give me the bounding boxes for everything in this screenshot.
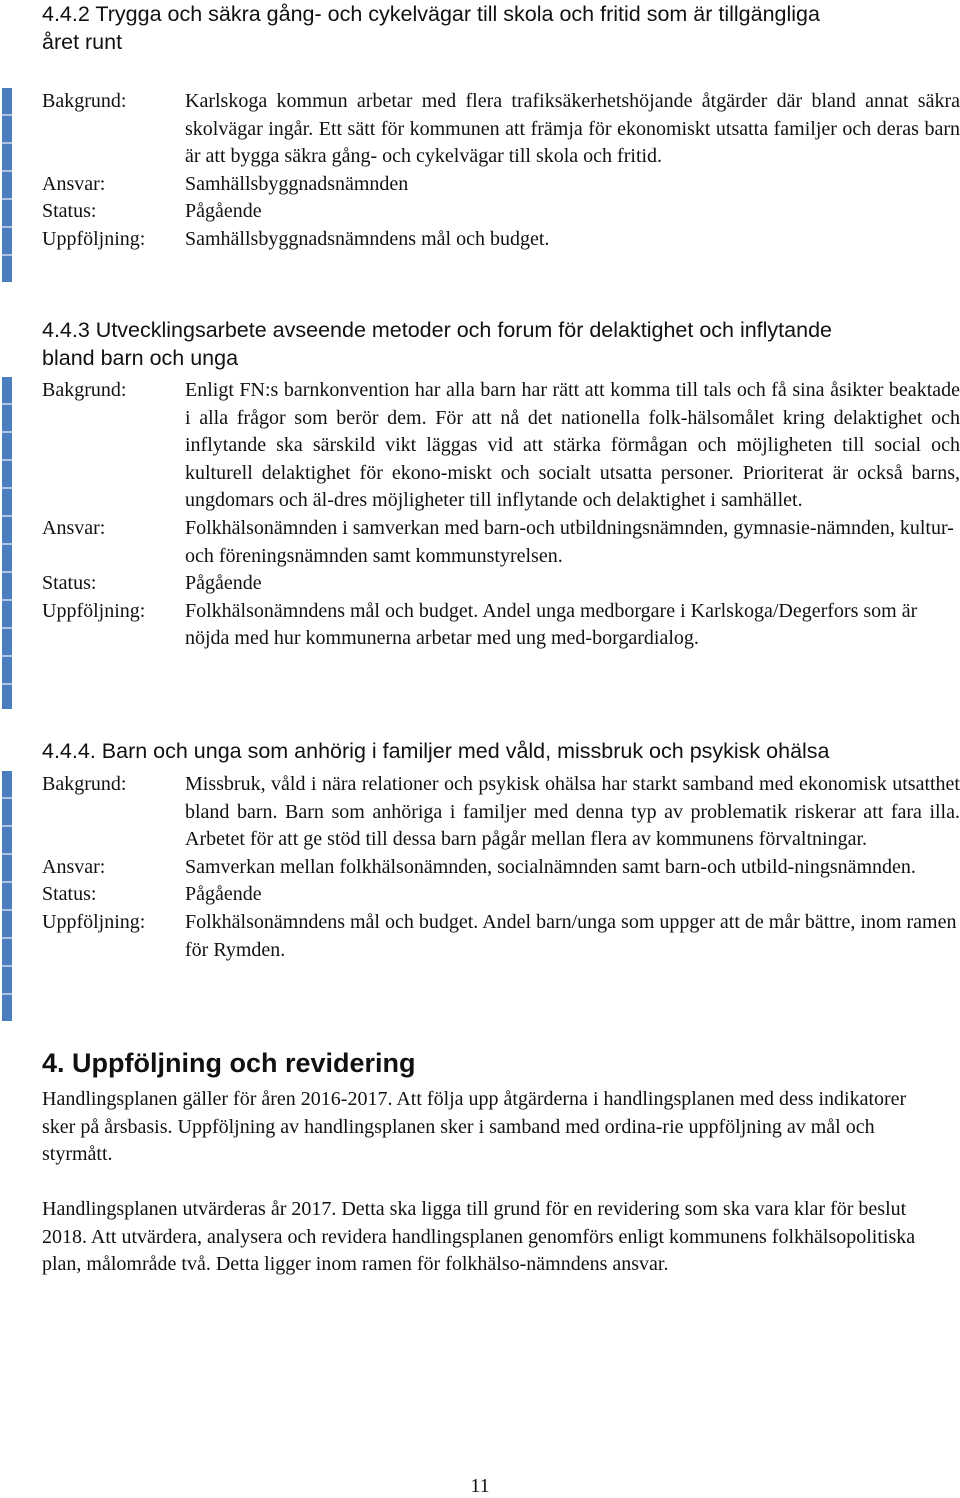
heading-line: 4.4.4. Barn och unga som anhörig i familjer med våld, missbruk och psykisk ohälsa	[42, 739, 830, 763]
section-heading-4-4-3	[42, 316, 952, 372]
bakgrund-row	[0, 771, 960, 854]
heading-line: 4.4.2 Trygga och säkra gång- och cykelvägar till skola och fritid som är tillgängliga	[42, 2, 820, 26]
heading-line: året runt	[42, 30, 123, 54]
section-heading-4-4-2	[42, 0, 952, 56]
uppfoljning-text: Samhällsbyggnadsnämndens mål och budget.	[185, 227, 550, 250]
uppfoljning-row	[0, 598, 960, 653]
bakgrund-row	[0, 88, 960, 171]
uppfoljning-row	[0, 226, 960, 254]
status-label: Status:	[42, 883, 97, 906]
ansvar-label: Ansvar:	[42, 172, 106, 195]
bakgrund-text: Missbruk, våld i nära relationer och psykisk ohälsa har starkt samband med ekonomisk utsatthet bland barn. Barn som anhöriga i familjer med denna typ av problematik riskerar att fara illa. Arbetet för att ge stöd till dessa barn pågår mellan flera av kommunens förvaltningar.	[185, 773, 960, 851]
status-label: Status:	[42, 200, 97, 223]
heading-line: 4.4.3 Utvecklingsarbete avseende metoder och forum för delaktighet och inflytande	[42, 318, 832, 342]
uppfoljning-label: Uppföljning:	[42, 599, 146, 622]
uppfoljning-label: Uppföljning:	[42, 227, 146, 250]
status-row	[0, 198, 960, 226]
ansvar-text: Folkhälsonämnden i samverkan med barn-och utbildningsnämnden, gymnasie-nämnden, kultur-och föreningsnämnden samt kommunstyrelsen.	[185, 516, 954, 567]
section-4-4-3-table	[0, 377, 960, 653]
chapter-heading: 4. Uppföljning och revidering	[42, 1048, 416, 1078]
ansvar-row	[0, 854, 960, 882]
bakgrund-row	[0, 377, 960, 515]
status-label: Status:	[42, 572, 97, 595]
ansvar-row	[0, 515, 960, 570]
section-heading-4-4-4	[42, 737, 952, 765]
chapter-paragraph-1: Handlingsplanen gäller för åren 2016-2017. Att följa upp åtgärderna i handlingsplanen med dess indikatorer sker på årsbasis. Uppföljning av handlingsplanen sker i samband med ordina-rie uppföljning av mål och styrmått.	[42, 1088, 907, 1166]
section-4-4-4-table	[0, 771, 960, 964]
ansvar-row	[0, 171, 960, 199]
chapter-paragraph-2: Handlingsplanen utvärderas år 2017. Detta ska ligga till grund för en revidering som ska vara klar för beslut 2018. Att utvärdera, analysera och revidera handlingsplanen genomförs enligt kommunens folkhälsopolitiska plan, målområde två. Detta ligger inom ramen för folkhälso-nämndens ansvar.	[42, 1198, 916, 1276]
status-row	[0, 881, 960, 909]
ansvar-label: Ansvar:	[42, 855, 106, 878]
bakgrund-text: Karlskoga kommun arbetar med flera trafiksäkerhetshöjande åtgärder där bland annat säkra skolvägar ingår. Ett sätt för kommunen att främja för ekonomiskt utsatta familjer och deras barn är att bygga säkra gång- och cykelvägar till skola och fritid.	[185, 90, 960, 168]
ansvar-label: Ansvar:	[42, 516, 106, 539]
status-row	[0, 570, 960, 598]
page-number: 11	[470, 1475, 490, 1497]
status-text: Pågående	[185, 883, 262, 906]
ansvar-text: Samhällsbyggnadsnämnden	[185, 172, 409, 195]
status-text: Pågående	[185, 200, 262, 223]
bakgrund-label: Bakgrund:	[42, 90, 127, 112]
heading-line: bland barn och unga	[42, 346, 239, 370]
uppfoljning-text: Folkhälsonämndens mål och budget. Andel unga medborgare i Karlskoga/Degerfors som är nöjda med hur kommunerna arbetar med ung med-borgardialog.	[185, 599, 918, 650]
status-text: Pågående	[185, 572, 262, 595]
uppfoljning-text: Folkhälsonämndens mål och budget. Andel barn/unga som uppger att de mår bättre, inom ramen för Rymden.	[185, 910, 957, 961]
uppfoljning-row	[0, 909, 960, 964]
ansvar-text: Samverkan mellan folkhälsonämnden, socialnämnden samt barn-och utbild-ningsnämnden.	[185, 855, 916, 878]
bakgrund-text: Enligt FN:s barnkonvention har alla barn har rätt att komma till tals och få sina åsikter beaktade i alla frågor som berör dem. För att nå det nationella folk-hälsomålet kring delaktighet och inflytande ska särskild vikt läggas vid att stärka förmågan och möjligheten till social och kulturell delaktighet för ekono-miskt och socialt utsatta personer. Prioriterat är också barns, ungdomars och äl-dres möjligheter till inflytande och delaktighet i samhället.	[185, 379, 960, 512]
section-4-4-2-table	[0, 88, 960, 254]
uppfoljning-label: Uppföljning:	[42, 910, 146, 933]
bakgrund-label: Bakgrund:	[42, 379, 127, 401]
bakgrund-label: Bakgrund:	[42, 773, 127, 795]
